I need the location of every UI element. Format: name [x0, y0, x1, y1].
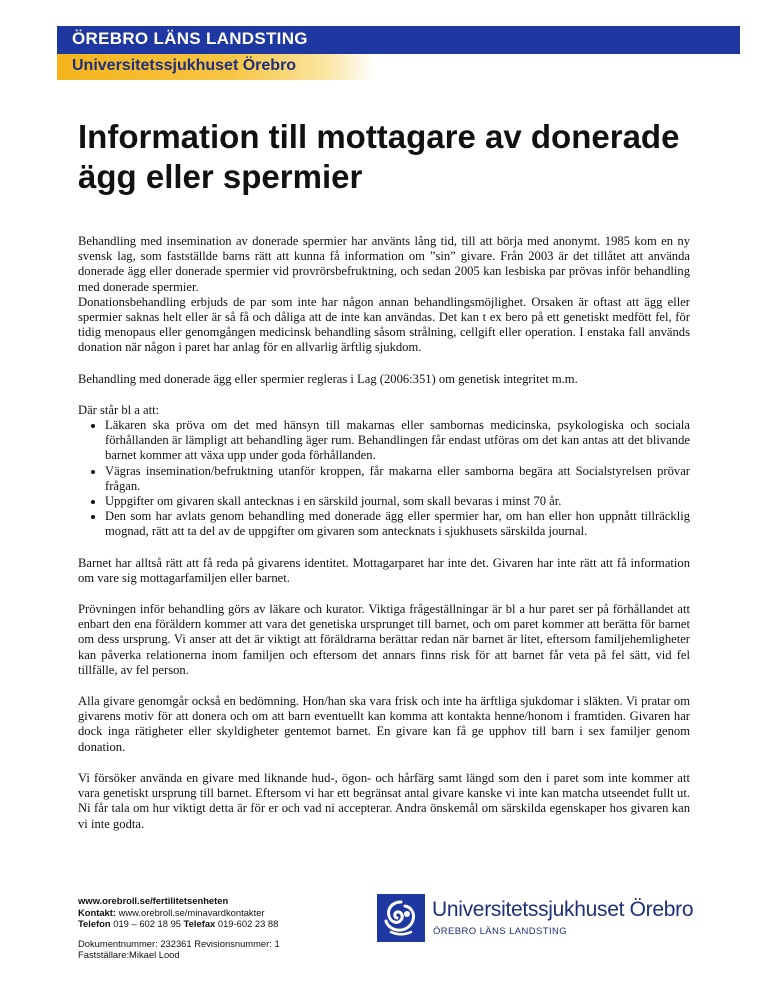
header-hospital-band: [57, 54, 375, 80]
paragraph-matching: Vi försöker använda en givare med liknande hud-, ögon- och hårfärg samt längd som den i paret som inte kommer att vara genetiskt ursprung till barnet. Eftersom vi har ett begränsat antal givare kanske vi inte kan matcha utseendet fullt ut. Ni får tala om hur viktigt detta är för er och vad ni accepterar. Andra önskemål om särskilda egenskaper hos givaren kan vi inte godta.: [78, 770, 690, 831]
footer-approver: Fastställare:Mikael Lood: [78, 949, 180, 960]
footer-phone: 019 – 602 18 95: [113, 918, 182, 929]
list-intro: Där står bl a att:: [78, 402, 160, 417]
footer-fax-label: Telefax: [183, 918, 216, 929]
footer-contact-label: Kontakt:: [78, 906, 117, 918]
list-item: • Den som har avlats genom behandling med donerade ägg eller spermier har, om han eller hon uppnått tillräcklig mognad, rätt att ta del av de uppgifter om givaren som antecknats i sjukhusets särskilda journal.: [105, 509, 690, 539]
hospital-logo: [377, 894, 737, 944]
paragraph-intro-2: Donationsbehandling erbjuds de par som inte har någon annan behandlingsmöjlighet. Orsaken är oftast att ägg eller spermier saknas helt eller är så få och dåliga att de inte kan användas. Det kan t ex bero på ett genetiskt medfött fel, för tidig menopaus eller genomgången medicinsk behandling såsom strålning, cellgift eller operation. I enstaka fall används donation när någon i paret har anlag för en allvarlig ärftlig sjukdom.: [78, 294, 690, 355]
footer-contact-link[interactable]: www.orebroll.se/minavardkontakter: [118, 906, 265, 918]
hospital-emblem-icon: [377, 894, 425, 942]
list-item: • Uppgifter om givaren skall antecknas i en särskild journal, som skall bevaras i minst 70 år.: [105, 494, 690, 509]
paragraph-donors: Alla givare genomgår också en bedömning. Hon/han ska vara frisk och inte ha ärftliga sjukdomar i släkten. Vi pratar om givarens motiv för att donera och om att barn eventuellt kan komma att kontakta henne/honom i framtiden. Givaren har dock inga rätigheter eller skyldigheter gentemot barnet. En givare kan få ge upphov till barn i sex familjer genom donation.: [78, 694, 690, 754]
footer-website-link[interactable]: www.orebroll.se/fertilitetsenheten: [78, 895, 229, 906]
footer-fax: 019-602 23 88: [217, 918, 279, 929]
list-item: • Läkaren ska pröva om det med hänsyn till makarnas eller sambornas medicinska, psykologiska och sociala förhållanden är lämpligt att behandling äger rum. Behandlingen får endast utföras om det kan antas att det blivande barnet kommer att växa upp under goda förhållanden.: [105, 418, 690, 464]
paragraph-assessment: Prövningen inför behandling görs av läkare och kurator. Viktiga frågeställningar är bl a hur paret ser på förhållandet att enbart den ena föräldern kommer att vara det genetiska ursprunget till barnet, och om paret kommer att berätta för barnet om dess ursprung. Vi anser att det är viktigt att föräldrarna berättar redan när barnet är litet, eftersom familjehemligheter kan påverka relationerna inom familjen och eftersom det annars finns risk för att barnet får veta på fel sätt, vid fel tillfälle, av fel person.: [78, 602, 690, 677]
header-org-band: [57, 26, 740, 54]
paragraph-intro-1: Behandling med insemination av donerade spermier har använts lång tid, till att börja med anonymt. 1985 kom en ny svensk lag, som fastställde barns rätt att kunna få information om ”sin” givare. Från 2003 är det tillåtet att använda donerade ägg eller donerade spermier vid provrörsbefruktning, och sedan 2005 kan lesbiska par prövas inför behandling med donerade spermier.: [78, 234, 690, 294]
list-item: • Vägras insemination/befruktning utanför kroppen, får makarna eller samborna begära att Socialstyrelsen prövar frågan.: [105, 464, 690, 494]
paragraph-law: Behandling med donerade ägg eller spermier regleras i Lag (2006:351) om genetisk integritet m.m.: [78, 371, 578, 386]
document-body: [78, 234, 690, 848]
header-hospital-name: Universitetssjukhuset Örebro: [72, 57, 297, 74]
law-bullet-list: [78, 418, 690, 540]
header-org-name: ÖREBRO LÄNS LANDSTING: [72, 29, 308, 48]
page-title: Information till mottagare av donerade ägg eller spermier: [78, 118, 680, 195]
logo-org-name: ÖREBRO LÄNS LANDSTING: [433, 926, 568, 937]
footer-phone-label: Telefon: [78, 918, 111, 929]
logo-hospital-name: Universitetssjukhuset Örebro: [432, 898, 694, 921]
footer-revision: Revisionsnummer: 1: [194, 937, 280, 949]
paragraph-rights: Barnet har alltså rätt att få reda på givarens identitet. Mottagarparet har inte det. Givaren har inte rätt att få information om vare sig mottagarfamiljen eller barnet.: [78, 555, 690, 585]
footer-contact: [78, 895, 280, 961]
footer-doc-number: Dokumentnummer: 232361: [78, 937, 192, 949]
